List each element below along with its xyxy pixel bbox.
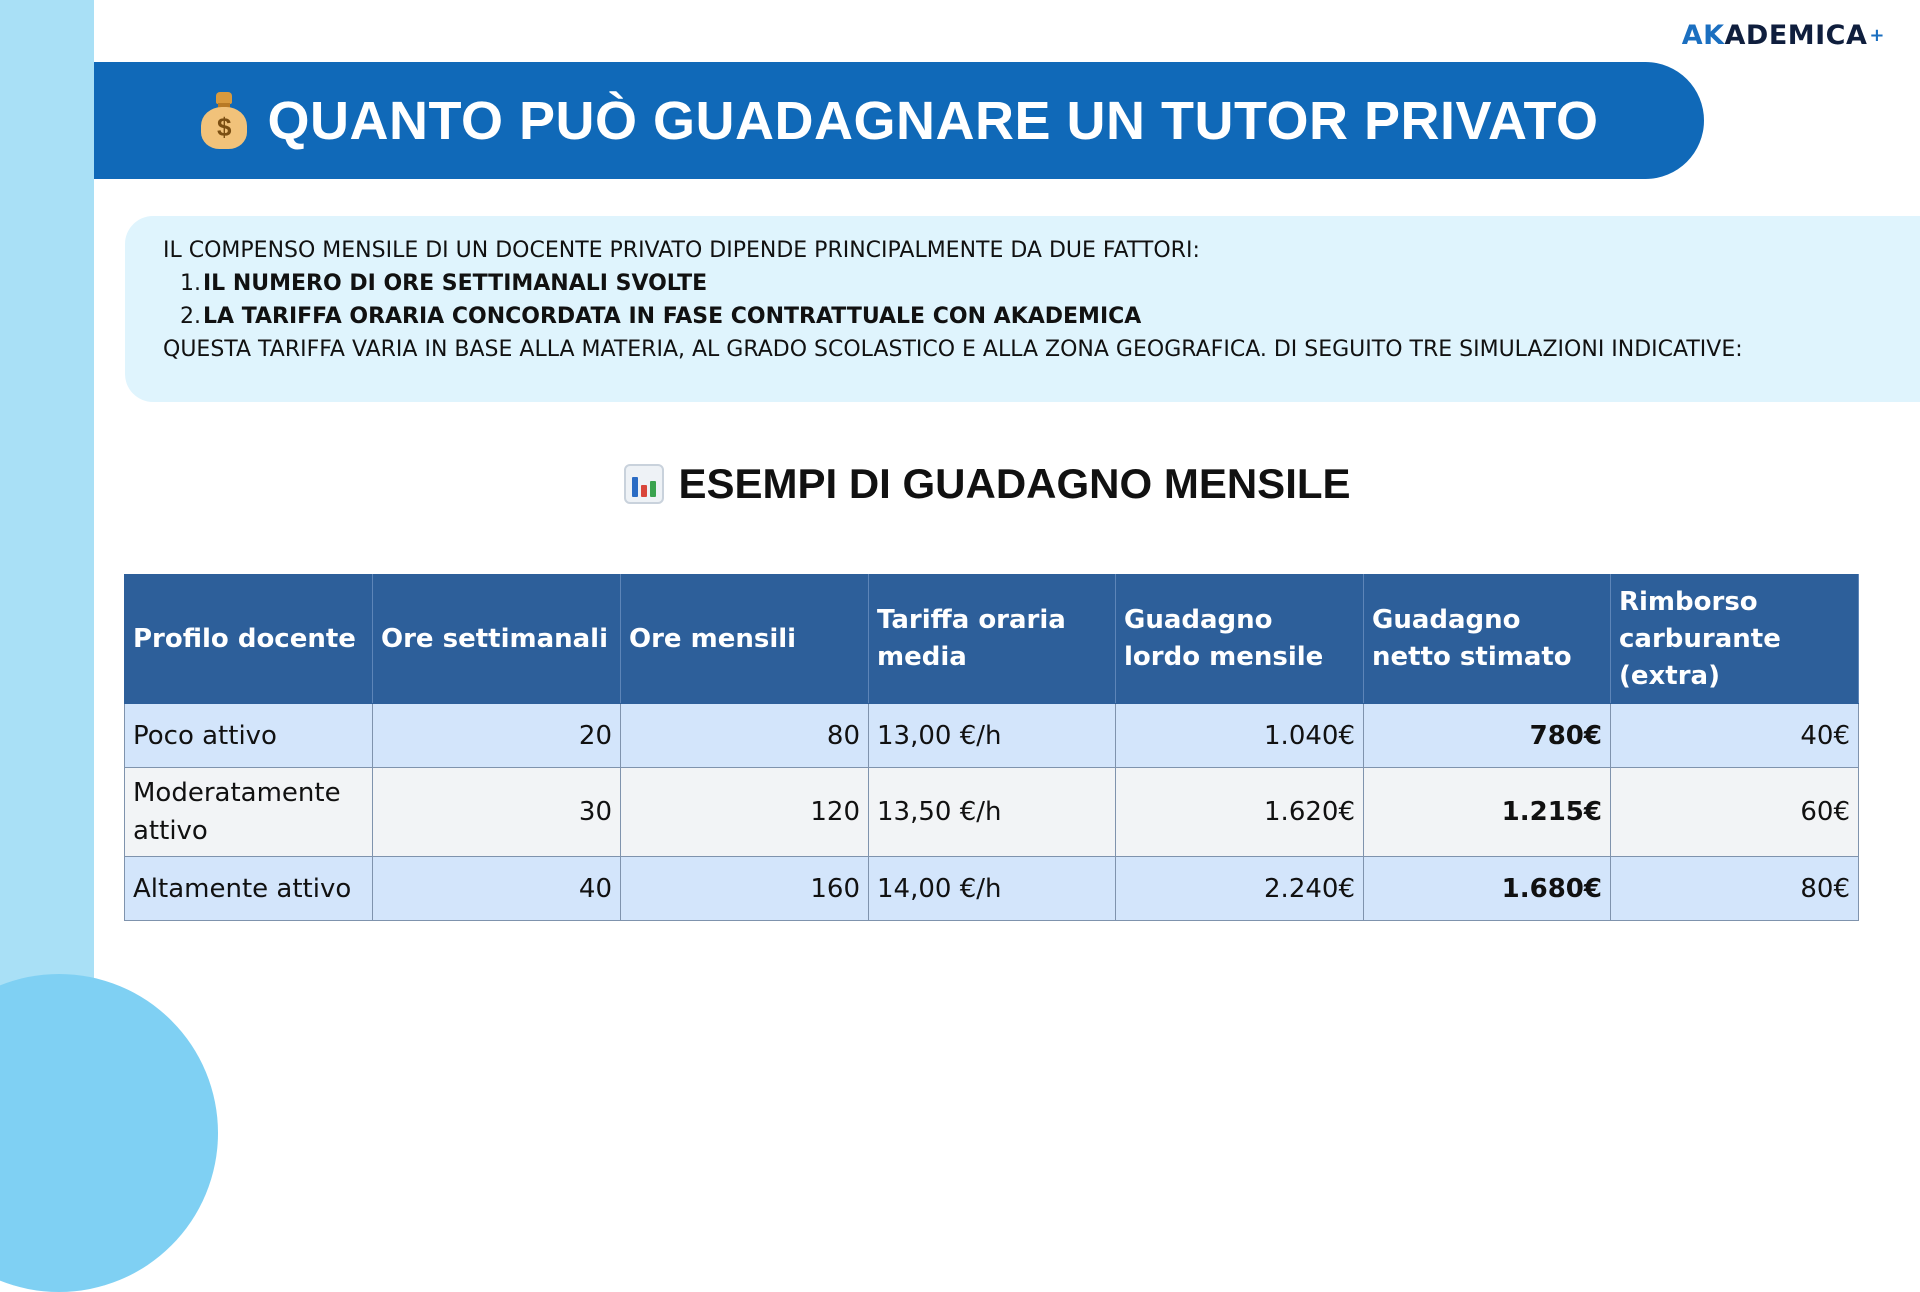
- bar-chart-icon: [624, 464, 664, 504]
- table-header-row: [125, 575, 1859, 704]
- cell-gross: 1.620€: [1116, 768, 1364, 857]
- cell-hourly-rate: 13,00 €/h: [869, 704, 1116, 768]
- cell-net: 1.215€: [1364, 768, 1611, 857]
- table-row: [125, 768, 1859, 857]
- left-decorative-stripe: [0, 0, 94, 1080]
- factor-item-2: 2.LA TARIFFA ORARIA CONCORDATA IN FASE CONTRATTUALE CON AKADEMICA: [180, 304, 1142, 329]
- page-title: QUANTO PUÒ GUADAGNARE UN TUTOR PRIVATO: [267, 90, 1599, 151]
- header-net: Guadagno netto stimato: [1364, 575, 1611, 704]
- cell-weekly-hours: 40: [373, 857, 621, 921]
- title-banner: [94, 62, 1704, 179]
- factor-item-1: 1.IL NUMERO DI ORE SETTIMANALI SVOLTE: [180, 271, 708, 296]
- money-bag-icon: $: [199, 92, 249, 150]
- cell-fuel: 60€: [1611, 768, 1859, 857]
- header-profile: Profilo docente: [125, 575, 373, 704]
- header-hourly-rate: Tariffa oraria media: [869, 575, 1116, 704]
- cell-gross: 2.240€: [1116, 857, 1364, 921]
- cell-monthly-hours: 160: [621, 857, 869, 921]
- cell-monthly-hours: 80: [621, 704, 869, 768]
- header-monthly-hours: Ore mensili: [621, 575, 869, 704]
- cell-gross: 1.040€: [1116, 704, 1364, 768]
- cell-net: 780€: [1364, 704, 1611, 768]
- cell-monthly-hours: 120: [621, 768, 869, 857]
- cell-fuel: 80€: [1611, 857, 1859, 921]
- cell-profile: Altamente attivo: [125, 857, 373, 921]
- cell-profile: Poco attivo: [125, 704, 373, 768]
- corner-decorative-circle: [0, 974, 218, 1292]
- cell-hourly-rate: 14,00 €/h: [869, 857, 1116, 921]
- cell-hourly-rate: 13,50 €/h: [869, 768, 1116, 857]
- cell-profile: Moderatamente attivo: [125, 768, 373, 857]
- section-heading: [0, 460, 1920, 508]
- earnings-table: [124, 574, 1859, 921]
- akademica-logo: AKADEMICA +: [1681, 20, 1885, 51]
- logo-plus-icon: +: [1869, 25, 1885, 46]
- section-title: ESEMPI DI GUADAGNO MENSILE: [678, 460, 1351, 507]
- intro-box: [125, 216, 1920, 402]
- intro-line: IL COMPENSO MENSILE DI UN DOCENTE PRIVATO DIPENDE PRINCIPALMENTE DA DUE FATTORI:: [163, 238, 1200, 263]
- cell-weekly-hours: 30: [373, 768, 621, 857]
- header-gross: Guadagno lordo mensile: [1116, 575, 1364, 704]
- header-weekly-hours: Ore settimanali: [373, 575, 621, 704]
- header-fuel: Rimborso carburante (extra): [1611, 575, 1859, 704]
- cell-net: 1.680€: [1364, 857, 1611, 921]
- table-row: [125, 704, 1859, 768]
- intro-note: QUESTA TARIFFA VARIA IN BASE ALLA MATERIA, AL GRADO SCOLASTICO E ALLA ZONA GEOGRAFICA. DI SEGUITO TRE SIMULAZIONI INDICATIVE:: [163, 337, 1743, 362]
- table-row: [125, 857, 1859, 921]
- cell-fuel: 40€: [1611, 704, 1859, 768]
- cell-weekly-hours: 20: [373, 704, 621, 768]
